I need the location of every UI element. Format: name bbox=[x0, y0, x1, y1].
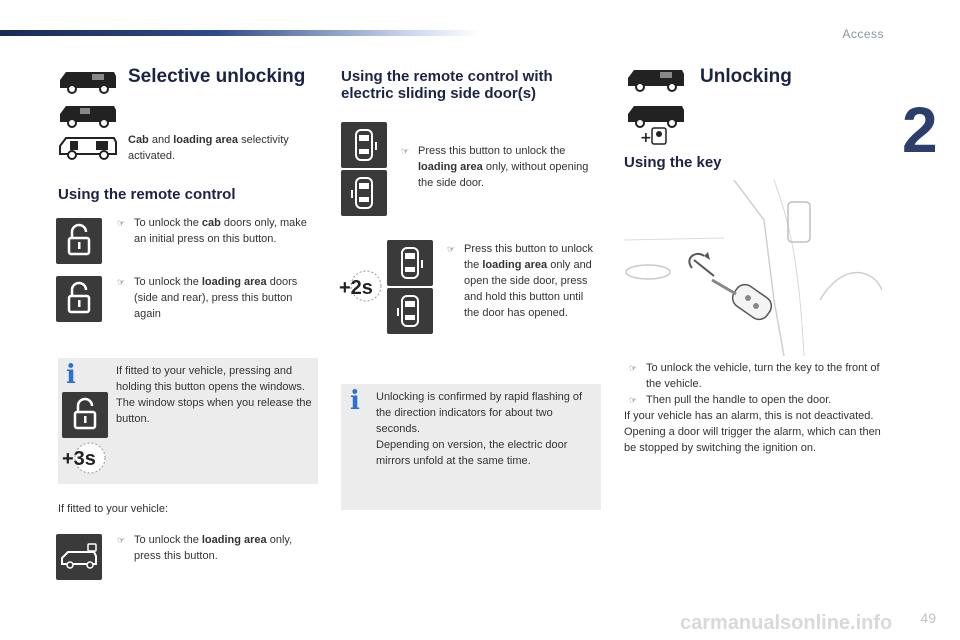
pointing-hand-icon: ☞ bbox=[401, 146, 410, 156]
unlock-button-icon bbox=[62, 392, 108, 438]
key-bullet-2: ☞ Then pull the handle to open the door. bbox=[629, 394, 832, 406]
info-confirmation-text: Unlocking is confirmed by rapid flashing of the direction indicators for about two seconds. Depending on version, the electric door mirrors unfold at the same time. bbox=[376, 391, 583, 467]
van-with-alarm-icon bbox=[624, 100, 688, 148]
cab-term: Cab bbox=[128, 134, 149, 146]
info-icon: i bbox=[66, 360, 76, 390]
fitted-item: ☞ To unlock the loading area only, press this button. bbox=[117, 534, 293, 562]
door-key-illustration bbox=[624, 180, 882, 356]
hold-time-label: +2s bbox=[339, 277, 373, 299]
car-topview-icon bbox=[341, 122, 387, 168]
loading-area-button-icon bbox=[56, 534, 102, 580]
padlock-open-icon bbox=[56, 276, 102, 322]
pointing-hand-icon: ☞ bbox=[447, 244, 456, 254]
pointing-hand-icon: ☞ bbox=[117, 277, 126, 287]
selective-unlocking-title: Selective unlocking bbox=[128, 66, 306, 87]
van-outline-icon bbox=[56, 132, 120, 160]
van-loading-area-icon bbox=[56, 100, 120, 128]
loading-area-term: loading area bbox=[173, 134, 239, 146]
section-label: Access bbox=[842, 27, 884, 41]
key-bullet-1: ☞ To unlock the vehicle, turn the key to the front of the vehicle. bbox=[629, 362, 880, 390]
sliding-door-button-icon bbox=[341, 170, 387, 216]
watermark: carmanualsonline.info bbox=[680, 612, 893, 634]
pointing-hand-icon: ☞ bbox=[629, 363, 638, 373]
pointing-hand-icon: ☞ bbox=[117, 535, 126, 545]
sliding-door-button-icon bbox=[341, 122, 387, 168]
header-bar bbox=[0, 30, 480, 36]
remote-control-title: Using the remote control bbox=[58, 186, 236, 203]
remote-item-1: ☞ To unlock the cab doors only, make an initial press on this button. bbox=[117, 217, 307, 245]
padlock-open-icon bbox=[56, 218, 102, 264]
unlock-button-icon bbox=[56, 218, 102, 264]
sliding-item-2: ☞ Press this button to unlock the loading area only and open the side door, press and hold this button until the door has opened. bbox=[447, 243, 594, 319]
chapter-number: 2 bbox=[902, 94, 938, 166]
fitted-intro: If fitted to your vehicle: bbox=[58, 503, 169, 515]
sliding-door-button-icon bbox=[387, 288, 433, 334]
using-key-title: Using the key bbox=[624, 154, 722, 171]
pointing-hand-icon: ☞ bbox=[117, 218, 126, 228]
svg-text:+: + bbox=[640, 130, 652, 146]
sliding-door-button-icon bbox=[387, 240, 433, 286]
unlocking-title: Unlocking bbox=[700, 66, 792, 87]
alarm-paragraph: If your vehicle has an alarm, this is not deactivated. Opening a door will trigger the alarm, which can then be stopped by switching the ignition on. bbox=[624, 410, 881, 454]
hold-time-label: +3s bbox=[62, 448, 96, 470]
page-number: 49 bbox=[920, 610, 936, 626]
info-icon: i bbox=[350, 386, 360, 416]
car-topview-icon bbox=[341, 170, 387, 216]
van-cab-icon bbox=[56, 66, 120, 94]
sliding-item-1: ☞ Press this button to unlock the loading area only, without opening the side door. bbox=[401, 145, 589, 189]
selective-activated-text: Cab and loading area selectivity activated. bbox=[128, 134, 289, 162]
sliding-door-title: Using the remote control with electric sliding side door(s) bbox=[341, 68, 553, 102]
van-icon bbox=[624, 64, 688, 92]
padlock-open-icon bbox=[62, 392, 108, 438]
car-topview-icon bbox=[387, 288, 433, 334]
car-topview-icon bbox=[387, 240, 433, 286]
remote-item-2: ☞ To unlock the loading area doors (side and rear), press this button again bbox=[117, 276, 298, 320]
pointing-hand-icon: ☞ bbox=[629, 395, 638, 405]
info-windows-text: If fitted to your vehicle, pressing and holding this button opens the windows. The window stops when you release the button. bbox=[116, 365, 312, 425]
van-rear-unlock-icon bbox=[56, 534, 102, 580]
unlock-button-icon bbox=[56, 276, 102, 322]
